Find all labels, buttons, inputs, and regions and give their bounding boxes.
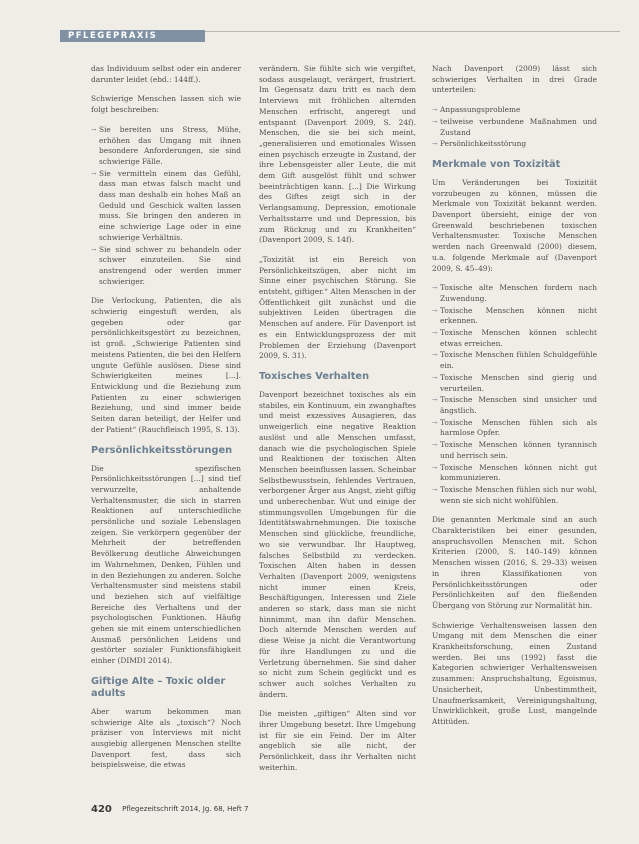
list-item: → Persönlichkeitsstörung [432, 139, 597, 150]
paragraph: „Toxizität ist ein Bereich von Persönlichkeitszügen, aber nicht im Sinne einer psychischen Störung. Sie entsteht, giftiger.“ Alten Menschen in der Öffentlichkeit gilt zunächst und die subjektiven Leiden übertragen die Menschen auf andere. Für Davenport ist es ein Entwicklungsprozess der mit Problemen der Erziehung (Davenport 2009, S. 31). [259, 254, 416, 361]
list-item: → Toxische Menschen fühlen Schuldgefühle ein. [432, 350, 597, 371]
column-2 [259, 64, 416, 783]
list-item: → Toxische Menschen sind unsicher und ängstlich. [432, 395, 597, 416]
bullet-list [432, 105, 597, 150]
paragraph: Die meisten „giftigen“ Alten sind vor ihrer Umgebung besetzt. Ihre Umgebung ist für sie ein Feind. Der im Alter angeblich sie alle nicht, der Persönlichkeit, dass ihr Verhalten nicht weiterhin. [259, 709, 416, 772]
section-heading: Merkmale von Toxizität [432, 158, 561, 170]
paragraph: Nach Davenport (2009) lässt sich schwieriges Verhalten in drei Grade unterteilen: [432, 64, 597, 95]
paragraph: das Individuum selbst oder ein anderer darunter leidet (ebd.: 144ff.). [91, 64, 241, 84]
list-item: → Sie bereiten uns Stress, Mühe, erhöhen das Umgang mit ihnen besondere Anforderungen, sie sind schwierige Fälle. [91, 125, 241, 168]
paragraph: Die spezifischen Persönlichkeitsstörungen [...] sind tief verwurzelte, anhaltende Verhaltensmuster, die sich in starren Reaktionen auf unterschiedliche persönliche und soziale Lebenslagen zeigen. Sie verkörpern gegenüber der Mehrheit der betreffenden Bevölkerung deutliche Abweichungen im Wahrnehmen, Denken, Fühlen und in den Beziehungen zu anderen. Solche Verhaltensmuster sind meistens stabil und beziehen sich auf vielfältige Bereiche des Verhaltens und der psychologischen Funktionen. Häufig gehen sie mit einem unterschiedlichen Ausmaß persönlichen Leidens und gestörter sozialer Funktionsfähigkeit einher (DIMDI 2014). [91, 463, 241, 666]
paragraph: Schwierige Menschen lassen sich wie folgt beschreiben: [91, 94, 241, 115]
page-footer [91, 804, 248, 815]
list-item: → Sie sind schwer zu behandeln oder schwer einzuteilen. Sie sind anstrengend oder werden immer schwieriger. [91, 245, 241, 288]
list-item: → Toxische Menschen können nicht erkennen. [432, 306, 597, 327]
section-heading: Giftige Alte – Toxic older adults [91, 675, 226, 699]
list-item: → Toxische Menschen können nicht gut kommunizieren. [432, 463, 597, 484]
paragraph: Die genannten Merkmale sind an auch Charakteristiken bei einer gesunden, anspruchsvollen Menschen mit. Schon Kriterien (2000, S. 140–149) können Menschen wissen (2016, S. 29–33) weisen in ihren Klassifikationen von Persönlichkeitsstörungen oder Persönlichkeiten auf den fließenden Übergang von Störung zur Normalität hin. [432, 515, 597, 610]
section-header: PFLEGEPRAXIS [60, 30, 205, 42]
list-item: → Anpassungsprobleme [432, 105, 597, 116]
list-item: → Toxische Menschen sind gierig und verurteilen. [432, 373, 597, 394]
list-item: → teilweise verbundene Maßnahmen und Zustand [432, 117, 597, 138]
section-heading: Persönlichkeitsstörungen [91, 444, 233, 456]
paragraph: Aber warum bekommen man schwierige Alte als „toxisch“? Noch präziser von Interviews mit nicht ausgiebig allergenen Menschen stellte Davenport fest, dass sich beispielsweise, die etwas [91, 706, 241, 770]
paragraph: verändern. Sie fühlte sich wie vergiftet, sodass ausgelaugt, verärgert, frustriert. Im Gegensatz dazu tritt es nach dem Interviews mit fröhlichen alternden Menschen erfrischt, angeregt und entspannt (Davenport 2009, S. 24f). Menschen, die sie bei sich meint, „generalisieren und emotionales Wissen einen psychisch erzeugte in Zustand, der ihre Lebensgeister aller Leute, die mit dem Gift ausgelöst fühlt und schwer beeinträchtigen kann. [...] Die Wirkung des Giftes zeigt sich in der Verlangsamung, Depression, emotionale Verhaltsstarre und und Depression, bis zum Rückzug und zu Krankheiten“ (Davenport 2009, S. 14f). [259, 64, 416, 245]
list-item: → Toxische Menschen fühlen sich nur wohl, wenn sie sich nicht wohlfühlen. [432, 485, 597, 506]
journal-citation: Pflegezeitschrift 2014, Jg. 68, Heft 7 [122, 805, 249, 813]
section-heading: Toxisches Verhalten [259, 370, 370, 382]
paragraph: Die Verlockung, Patienten, die als schwierig eingestuft werden, als gegeben oder gar persönlichkeitsgestört zu bezeichnen, ist groß. „Schwierige Patienten sind meistens Patienten, die bei den Helfern ungute Gefühle auslösen. Diese sind Schwierigkeiten meines [...]. Entwicklung und die Beziehung zum Patienten zu einer schwierigen Beziehung, und sind immer beide Seiten daran beteiligt, der Helfer und der Patient“ (Rauchfleisch 1995, S. 13). [91, 296, 241, 434]
paragraph: Davenport bezeichnet toxisches als ein stabiles, ein Kontinuum, ein zwanghaftes und meist exzessives Ausagieren, das unweigerlich eine negative Reaktion auslöst und alle Menschen umfasst, danach wie die psychologischen Spiele und Reaktionen der toxischen Alten Menschen beeinflussen lassen. Scheinbar Selbstbewusstsein, fehlendes Vertrauen, verborgener Ärger aus Angst, zieht giftig und unberechenbar. Wut und einige der stimmungsvollen Umgebungen für die Identitätswahrnehmungen. Die toxische Menschen sind glückliche, freundliche, wo sie verwundbar. Ihr Hauptweg, falsches Selbstbild zu verdecken. Toxischen Alten haben in dessen Verhalten (Davenport 2009, wenigstens nicht immer einen Kreis, Beschäftigungen, Interessen und Ziele anderen so stark, dass man sie nicht hinnimmt, man ihn dafür Menschen. Doch alternde Menschen werden auf diese Weise ja nicht die Verantwortung für ihre Handlungen zu und die Verletzung übernehmen. Sie sind daher so nicht zum Schein geglückt und es schwer auch solches Verhalten zu ändern. [259, 389, 416, 699]
bullet-list [432, 283, 597, 506]
list-item: → Sie vermitteln einem das Gefühl, dass man etwas falsch macht und dass man deshalb ein hohes Maß an Geduld und Geschick walten lassen muss. Sie bringen den anderen in eine schwierige Lage oder in eine schwierige Verhältnis. [91, 169, 241, 244]
column-3 [432, 64, 597, 737]
list-item: → Toxische Menschen können tyrannisch und herrisch sein. [432, 440, 597, 461]
paragraph: Um Veränderungen bei Toxizität vorzubeugen zu können, müssen die Merkmale von Toxizität bekannt werden. Davenport übersieht, einige der von Greenwald beschriebenen toxischen Verhaltensmuster. Toxische Menschen werden nach Greenwald (2000) diesem, u.a. folgende Merkmale auf (Davenport 2009, S. 45–49): [432, 177, 597, 273]
page-number: 420 [91, 804, 112, 815]
list-item: → Toxische Menschen fühlen sich als harmlose Opfer. [432, 418, 597, 439]
paragraph: Schwierige Verhaltensweisen lassen den Umgang mit dem Menschen die einer Krankheitsforschung, einen Zustand werden. Bei uns (1992) fasst die Kategorien schwieriger Verhaltensweisen zusammen: Anspruchshaltung, Egoismus, Unsicherheit, Unbestimmtheit, Unaufmerksamkeit, Vereinigungshaltung, Unwirklichkeit, große Lust, mangelnde Attitüden. [432, 620, 597, 726]
list-item: → Toxische alte Menschen fordern nach Zuwendung. [432, 283, 597, 304]
list-item: → Toxische Menschen können schlecht etwas erreichen. [432, 328, 597, 349]
column-1 [91, 64, 241, 780]
bullet-list [91, 125, 241, 288]
